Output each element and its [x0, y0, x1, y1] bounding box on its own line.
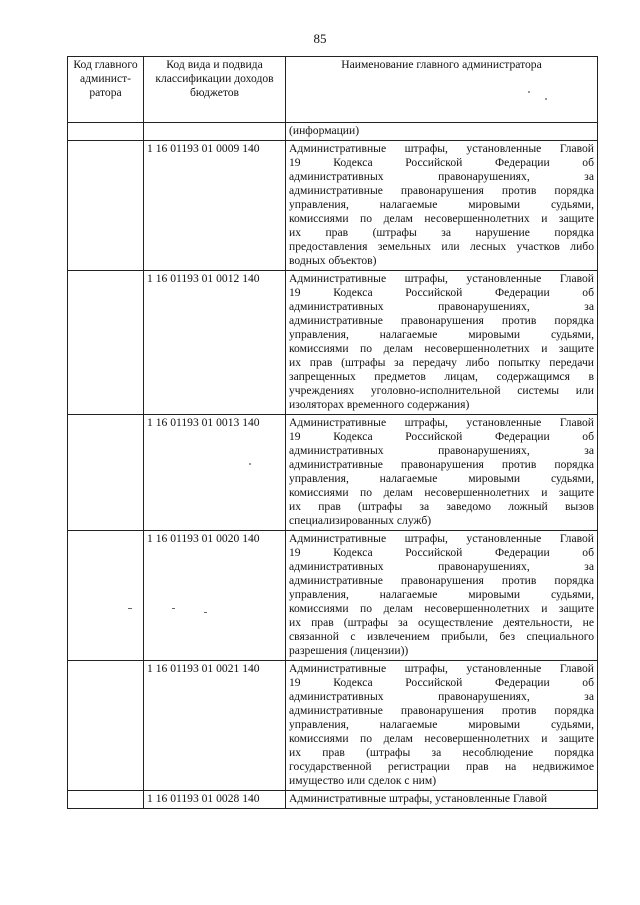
admin-name-line: административные правонарушения против порядка — [289, 458, 594, 471]
table-row — [68, 791, 598, 809]
admin-name-line: их прав (штрафы за передачу либо попытку передачи — [289, 356, 594, 369]
revenue-code-cell — [144, 123, 286, 141]
admin-name-line: административных правонарушениях, за — [289, 300, 594, 313]
admin-name-line: связанной с извлечением прибыли, без специального — [289, 630, 594, 643]
table-row — [68, 531, 598, 661]
admin-name-line: управления, налагаемые мировыми судьями, — [289, 718, 594, 731]
admin-name-line: 19 Кодекса Российской Федерации об — [289, 156, 594, 169]
admin-name-line: их прав (штрафы за нарушение порядка — [289, 226, 594, 239]
admin-name-line: водных объектов) — [289, 254, 377, 267]
continuation-row — [68, 123, 598, 141]
admin-code-cell — [68, 531, 144, 661]
admin-code-cell — [68, 271, 144, 415]
admin-name-cell — [286, 271, 598, 415]
admin-name-line: административные правонарушения против порядка — [289, 314, 594, 327]
header-admin-name-label: Наименование главного администратора — [341, 58, 542, 71]
table-header-row — [68, 57, 598, 123]
revenue-code-cell: 1 16 01193 01 0013 140 — [144, 415, 286, 531]
revenue-code-cell: 1 16 01193 01 0020 140 — [144, 531, 286, 661]
admin-name-line: административные правонарушения против порядка — [289, 704, 594, 717]
table-row — [68, 141, 598, 271]
page-number: 85 — [313, 31, 327, 46]
scan-mark — [172, 608, 175, 609]
admin-name-line: специализированных служб) — [289, 514, 432, 527]
admin-name-cell — [286, 791, 598, 809]
admin-name-line: комиссиями по делам несовершеннолетних и защите — [289, 212, 594, 225]
admin-name-line: административные правонарушения против порядка — [289, 574, 594, 587]
table-row — [68, 415, 598, 531]
scan-dot — [545, 98, 547, 100]
admin-code-cell — [68, 123, 144, 141]
admin-name-line: административных правонарушениях, за — [289, 560, 594, 573]
admin-name-line: комиссиями по делам несовершеннолетних и защите — [289, 602, 594, 615]
admin-name-line: управления, налагаемые мировыми судьями, — [289, 588, 594, 601]
table-row — [68, 661, 598, 791]
admin-name-line: их прав (штрафы за несоблюдение порядка — [289, 746, 594, 759]
admin-name-cell — [286, 531, 598, 661]
admin-code-cell — [68, 661, 144, 791]
header-admin-name — [286, 57, 598, 123]
admin-name-line: государственной регистрации прав на недвижимое — [289, 760, 594, 773]
admin-name-line: Административные штрафы, установленные Главой — [289, 142, 594, 155]
admin-name-line: административные правонарушения против порядка — [289, 184, 594, 197]
header-revenue-code-label: Код вида и подвида классификации доходов бюджетов — [155, 58, 274, 99]
admin-name-line: разрешения (лицензии)) — [289, 644, 409, 657]
admin-code-cell — [68, 415, 144, 531]
admin-name-cell — [286, 415, 598, 531]
admin-name-line: предоставления земельных или лесных участков либо — [289, 240, 594, 253]
admin-name-line: управления, налагаемые мировыми судьями, — [289, 472, 594, 485]
header-admin-code-label: Код главного админист-ратора — [73, 58, 138, 99]
admin-name-line: административных правонарушениях, за — [289, 170, 594, 183]
admin-name-line: административных правонарушениях, за — [289, 690, 594, 703]
continuation-text: (информации) — [286, 123, 598, 141]
admin-name-line: административных правонарушениях, за — [289, 444, 594, 457]
admin-name-line: учреждениях уголовно-исполнительной системы или — [289, 384, 594, 397]
admin-name-line: их прав (штрафы за осуществление деятельности, не — [289, 616, 594, 629]
admin-name-line: управления, налагаемые мировыми судьями, — [289, 328, 594, 341]
revenue-code-cell: 1 16 01193 01 0021 140 — [144, 661, 286, 791]
revenue-code-cell: 1 16 01193 01 0012 140 — [144, 271, 286, 415]
admin-name-cell — [286, 141, 598, 271]
admin-name-line: имущество или сделок с ним) — [289, 774, 437, 787]
admin-name-line: Административные штрафы, установленные Главой — [289, 662, 594, 675]
admin-name-line: комиссиями по делам несовершеннолетних и защите — [289, 342, 594, 355]
admin-name-line: Административные штрафы, установленные Главой — [289, 532, 594, 545]
scan-mark — [128, 608, 132, 609]
admin-name-line: 19 Кодекса Российской Федерации об — [289, 676, 594, 689]
admin-code-cell — [68, 141, 144, 271]
admin-name-cell — [286, 661, 598, 791]
admin-name-line: изоляторах временного содержания) — [289, 398, 470, 411]
admin-code-cell — [68, 791, 144, 809]
admin-name-line: 19 Кодекса Российской Федерации об — [289, 286, 594, 299]
admin-name-line: Административные штрафы, установленные Главой — [289, 792, 548, 805]
scan-dot — [528, 91, 530, 93]
scan-dot — [249, 463, 251, 465]
admin-name-line: 19 Кодекса Российской Федерации об — [289, 430, 594, 443]
admin-name-line: управления, налагаемые мировыми судьями, — [289, 198, 594, 211]
admin-name-line: комиссиями по делам несовершеннолетних и защите — [289, 732, 594, 745]
revenue-classification-table — [67, 56, 598, 809]
revenue-code-cell: 1 16 01193 01 0028 140 — [144, 791, 286, 809]
admin-name-line: Административные штрафы, установленные Главой — [289, 272, 594, 285]
table-row — [68, 271, 598, 415]
admin-name-line: комиссиями по делам несовершеннолетних и защите — [289, 486, 594, 499]
admin-name-line: 19 Кодекса Российской Федерации об — [289, 546, 594, 559]
scan-mark — [204, 612, 207, 613]
header-revenue-code — [144, 57, 286, 123]
revenue-code-cell: 1 16 01193 01 0009 140 — [144, 141, 286, 271]
admin-name-line: запрещенных предметов лицам, содержащимся в — [289, 370, 594, 383]
header-admin-code — [68, 57, 144, 123]
admin-name-line: Административные штрафы, установленные Главой — [289, 416, 594, 429]
admin-name-line: их прав (штрафы за заведомо ложный вызов — [289, 500, 594, 513]
